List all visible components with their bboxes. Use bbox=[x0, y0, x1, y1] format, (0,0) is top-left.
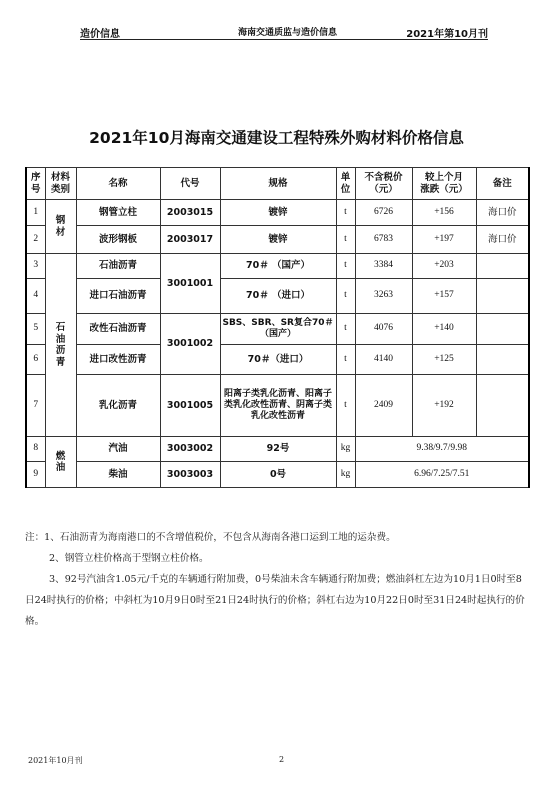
cell-spec: 92号 bbox=[220, 437, 336, 462]
header-unit: 单 位 bbox=[336, 168, 355, 200]
cell-unit: kg bbox=[336, 437, 355, 462]
page-number: 2 bbox=[279, 755, 285, 764]
cell-spec: SBS、SBR、SR复合70＃（国产） bbox=[220, 314, 336, 345]
cell-remark bbox=[476, 345, 529, 375]
cell-no: 1 bbox=[26, 200, 45, 226]
table-row bbox=[26, 462, 529, 488]
cell-code: 3003003 bbox=[160, 462, 220, 488]
cell-remark bbox=[476, 375, 529, 437]
cell-remark: 海口价 bbox=[476, 200, 529, 226]
note-2: 2、钢管立柱价格高于型钢立柱价格。 bbox=[49, 553, 209, 564]
cell-name: 改性石油沥青 bbox=[76, 314, 160, 345]
cell-name: 汽油 bbox=[76, 437, 160, 462]
cell-no: 3 bbox=[26, 254, 45, 279]
table-row bbox=[26, 345, 529, 375]
cell-no: 4 bbox=[26, 279, 45, 314]
header-change: 较上个月 涨跌（元） bbox=[412, 168, 476, 200]
cell-name: 钢管立柱 bbox=[76, 200, 160, 226]
price-table bbox=[25, 167, 530, 488]
header-code: 代号 bbox=[160, 168, 220, 200]
cell-price: 3263 bbox=[355, 279, 412, 314]
header-category: 材料 类别 bbox=[45, 168, 76, 200]
cell-name: 乳化沥青 bbox=[76, 375, 160, 437]
cell-change: +192 bbox=[412, 375, 476, 437]
cell-unit: kg bbox=[336, 462, 355, 488]
cell-unit: t bbox=[336, 200, 355, 226]
header-remark: 备注 bbox=[476, 168, 529, 200]
table-row bbox=[26, 375, 529, 437]
cell-change: +140 bbox=[412, 314, 476, 345]
notes bbox=[25, 527, 530, 632]
cell-remark bbox=[476, 254, 529, 279]
cell-unit: t bbox=[336, 279, 355, 314]
note-3: 3、92号汽油含1.05元/千克的车辆通行附加费，0号柴油未含车辆通行附加费；燃油斜杠左边为10月1日0时至8日24时执行的价格；中斜杠为10月9日0时至21日24时执行的价格；斜杠右边为10月22日0时至31日24时起执行的价格。 bbox=[25, 574, 525, 627]
table-row bbox=[26, 314, 529, 345]
cell-price: 3384 bbox=[355, 254, 412, 279]
cell-price: 4140 bbox=[355, 345, 412, 375]
cell-unit: t bbox=[336, 375, 355, 437]
table-row bbox=[26, 200, 529, 226]
cell-price: 2409 bbox=[355, 375, 412, 437]
cell-price: 6783 bbox=[355, 226, 412, 254]
cell-unit: t bbox=[336, 226, 355, 254]
cell-spec: 0号 bbox=[220, 462, 336, 488]
cell-code: 3001005 bbox=[160, 375, 220, 437]
cell-price: 4076 bbox=[355, 314, 412, 345]
category-fuel: 燃 油 bbox=[45, 437, 76, 488]
table-header-row bbox=[26, 168, 529, 200]
header-name: 名称 bbox=[76, 168, 160, 200]
cell-no: 8 bbox=[26, 437, 45, 462]
cell-change: +203 bbox=[412, 254, 476, 279]
cell-unit: t bbox=[336, 314, 355, 345]
cell-no: 2 bbox=[26, 226, 45, 254]
cell-change: +157 bbox=[412, 279, 476, 314]
header-right: 2021年第10月刊 bbox=[406, 29, 488, 40]
table-row bbox=[26, 437, 529, 462]
table-row bbox=[26, 226, 529, 254]
cell-change: +156 bbox=[412, 200, 476, 226]
cell-spec: 镀锌 bbox=[220, 200, 336, 226]
table-row bbox=[26, 254, 529, 279]
cell-name: 柴油 bbox=[76, 462, 160, 488]
header-middle: 海南交通质监与造价信息 bbox=[238, 28, 338, 38]
cell-code: 3003002 bbox=[160, 437, 220, 462]
cell-no: 7 bbox=[26, 375, 45, 437]
cell-price-merged: 9.38/9.7/9.98 bbox=[355, 437, 529, 462]
page-title: 2021年10月海南交通建设工程特殊外购材料价格信息 bbox=[89, 129, 464, 147]
table-row bbox=[26, 279, 529, 314]
cell-no: 5 bbox=[26, 314, 45, 345]
cell-spec: 70＃ （进口） bbox=[220, 279, 336, 314]
cell-remark bbox=[476, 314, 529, 345]
cell-code: 3001002 bbox=[160, 314, 220, 375]
category-asphalt: 石 油 沥 青 bbox=[45, 254, 76, 437]
cell-spec: 镀锌 bbox=[220, 226, 336, 254]
cell-unit: t bbox=[336, 345, 355, 375]
cell-spec: 阳离子类乳化沥青、阳离子类乳化改性沥青、阴离子类乳化改性沥青 bbox=[220, 375, 336, 437]
cell-no: 9 bbox=[26, 462, 45, 488]
category-steel: 钢 材 bbox=[45, 200, 76, 254]
cell-spec: 70＃ （国产） bbox=[220, 254, 336, 279]
cell-change: +197 bbox=[412, 226, 476, 254]
header-left: 造价信息 bbox=[80, 29, 120, 40]
cell-spec: 70＃（进口） bbox=[220, 345, 336, 375]
header-price: 不含税价 （元） bbox=[355, 168, 412, 200]
running-header bbox=[80, 25, 488, 40]
header-no: 序 号 bbox=[26, 168, 45, 200]
cell-name: 波形钢板 bbox=[76, 226, 160, 254]
cell-change: +125 bbox=[412, 345, 476, 375]
cell-name: 进口改性沥青 bbox=[76, 345, 160, 375]
cell-code: 2003015 bbox=[160, 200, 220, 226]
header-spec: 规格 bbox=[220, 168, 336, 200]
cell-price-merged: 6.96/7.25/7.51 bbox=[355, 462, 529, 488]
cell-code: 2003017 bbox=[160, 226, 220, 254]
cell-remark: 海口价 bbox=[476, 226, 529, 254]
cell-code: 3001001 bbox=[160, 254, 220, 314]
cell-no: 6 bbox=[26, 345, 45, 375]
cell-unit: t bbox=[336, 254, 355, 279]
footer-issue: 2021年10月刊 bbox=[28, 756, 83, 765]
note-1: 注：1、石油沥青为海南港口的不含增值税价，不包含从海南各港口运到工地的运杂费。 bbox=[25, 532, 396, 543]
cell-name: 进口石油沥青 bbox=[76, 279, 160, 314]
cell-remark bbox=[476, 279, 529, 314]
cell-price: 6726 bbox=[355, 200, 412, 226]
cell-name: 石油沥青 bbox=[76, 254, 160, 279]
